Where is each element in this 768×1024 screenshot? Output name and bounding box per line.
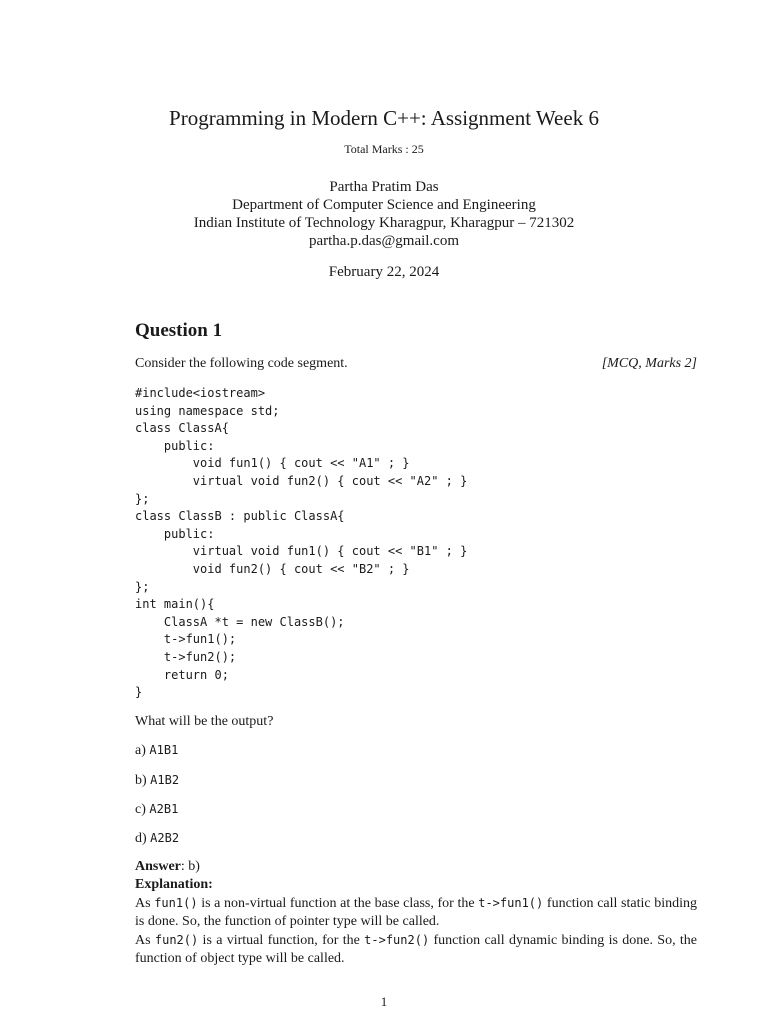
- option-b: [135, 773, 179, 789]
- total-marks: Total Marks : 25: [344, 142, 424, 156]
- page-number: 1: [380, 994, 388, 1009]
- explanation-heading: Explanation:: [135, 877, 213, 892]
- explanation-text: [135, 894, 697, 968]
- question-heading: Question 1: [135, 320, 223, 341]
- author-department: Department of Computer Science and Engineering: [232, 197, 536, 213]
- option-text: A2B1: [149, 802, 179, 816]
- author-email: partha.p.das@gmail.com: [308, 233, 460, 249]
- question-marks: [MCQ, Marks 2]: [601, 356, 697, 371]
- question-ask: What will be the output?: [135, 714, 274, 729]
- document-title: Programming in Modern C++: Assignment Week 6: [169, 106, 599, 130]
- author-name: Partha Pratim Das: [329, 179, 439, 195]
- question-prompt: Consider the following code segment.: [135, 356, 348, 371]
- answer-block: [135, 858, 213, 894]
- answer-value: : b): [180, 859, 200, 874]
- option-letter: a): [135, 743, 146, 758]
- option-text: A1B1: [149, 743, 179, 757]
- explanation-paragraph-2: As fun2() is a virtual function, for the t->fun2() function call dynamic binding is done. So, the function of object type will be called.: [135, 933, 697, 966]
- option-text: A2B2: [150, 831, 180, 845]
- answer-line: [135, 858, 213, 876]
- option-letter: d): [135, 831, 147, 846]
- document-date: February 22, 2024: [328, 264, 440, 280]
- code-listing: #include<iostream> using namespace std; class ClassA{ public: void fun1() { cout << "A1" ; } virtual void fun2() { cout << "A2" ; } }; class ClassB : public ClassA{ public: virtual void fun1() { cout << "B1" ; } void fun2() { cout << "B2" ; } }; int main(){ ClassA *t = new ClassB(); t->fun1(); t->fun2(); return 0; }: [135, 386, 468, 700]
- answer-label: Answer: [135, 859, 181, 874]
- option-letter: c): [135, 802, 146, 817]
- author-block: [0, 178, 768, 250]
- author-institute: Indian Institute of Technology Kharagpur, Kharagpur – 721302: [193, 215, 575, 231]
- explanation-paragraph-1: As fun1() is a non-virtual function at the base class, for the t->fun1() function call static binding is done. So, the function of pointer type will be called.: [135, 896, 698, 929]
- option-d: [135, 831, 179, 847]
- option-text: A1B2: [150, 773, 180, 787]
- option-a: [135, 743, 178, 759]
- option-c: [135, 802, 178, 818]
- option-letter: b): [135, 773, 147, 788]
- question-prompt-line: [135, 356, 697, 372]
